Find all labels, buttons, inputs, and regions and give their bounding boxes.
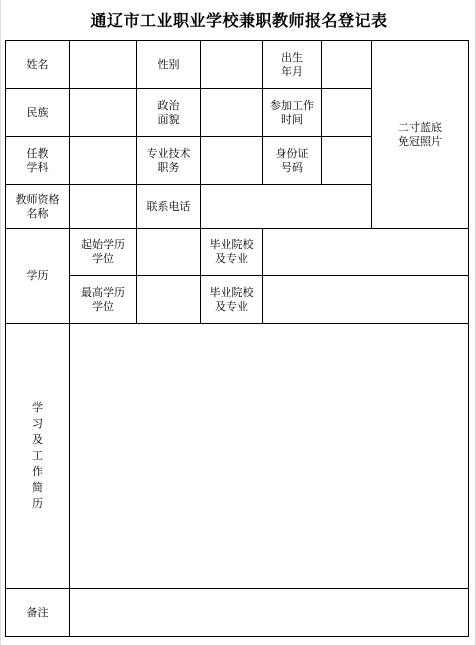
remarks-field[interactable] xyxy=(70,589,469,637)
political-label: 政治 面貌 xyxy=(137,89,201,137)
highest-edu-field[interactable] xyxy=(137,276,201,324)
photo-box: 二寸蓝底 免冠照片 xyxy=(372,41,469,229)
id-number-label: 身份证 号码 xyxy=(263,137,322,185)
phone-field[interactable] xyxy=(201,185,372,229)
subject-label: 任教 学科 xyxy=(6,137,70,185)
education-label: 学历 xyxy=(6,229,70,324)
remarks-label: 备注 xyxy=(6,589,70,637)
form-title: 通辽市工业职业学校兼职教师报名登记表 xyxy=(90,11,388,30)
political-field[interactable] xyxy=(201,89,263,137)
work-start-field[interactable] xyxy=(322,89,372,137)
grad-school-1-field[interactable] xyxy=(263,229,469,276)
row-name xyxy=(6,41,469,89)
subject-field[interactable] xyxy=(70,137,137,185)
grad-school-1-label: 毕业院校 及专业 xyxy=(201,229,263,276)
title-post-label: 专业技术 职务 xyxy=(137,137,201,185)
resume-label: 学 习 及 工 作 简 历 xyxy=(6,324,70,589)
teacher-cert-field[interactable] xyxy=(70,185,137,229)
phone-label: 联系电话 xyxy=(137,185,201,229)
grad-school-2-label: 毕业院校 及专业 xyxy=(201,276,263,324)
row-initial-edu xyxy=(6,229,469,276)
resume-field[interactable] xyxy=(70,324,469,589)
initial-edu-label: 起始学历 学位 xyxy=(70,229,137,276)
name-field[interactable] xyxy=(70,41,137,89)
ethnicity-field[interactable] xyxy=(70,89,137,137)
initial-edu-field[interactable] xyxy=(137,229,201,276)
registration-form-table xyxy=(5,40,469,637)
name-label: 姓名 xyxy=(6,41,70,89)
gender-label: 性别 xyxy=(137,41,201,89)
grad-school-2-field[interactable] xyxy=(263,276,469,324)
ethnicity-label: 民族 xyxy=(6,89,70,137)
row-highest-edu xyxy=(6,276,469,324)
id-number-field[interactable] xyxy=(322,137,372,185)
row-remarks xyxy=(6,589,469,637)
work-start-label: 参加工作 时间 xyxy=(263,89,322,137)
title-post-field[interactable] xyxy=(201,137,263,185)
birth-label: 出生 年月 xyxy=(263,41,322,89)
teacher-cert-label: 教师资格 名称 xyxy=(6,185,70,229)
row-resume xyxy=(6,324,469,589)
gender-field[interactable] xyxy=(201,41,263,89)
highest-edu-label: 最高学历 学位 xyxy=(70,276,137,324)
birth-field[interactable] xyxy=(322,41,372,89)
